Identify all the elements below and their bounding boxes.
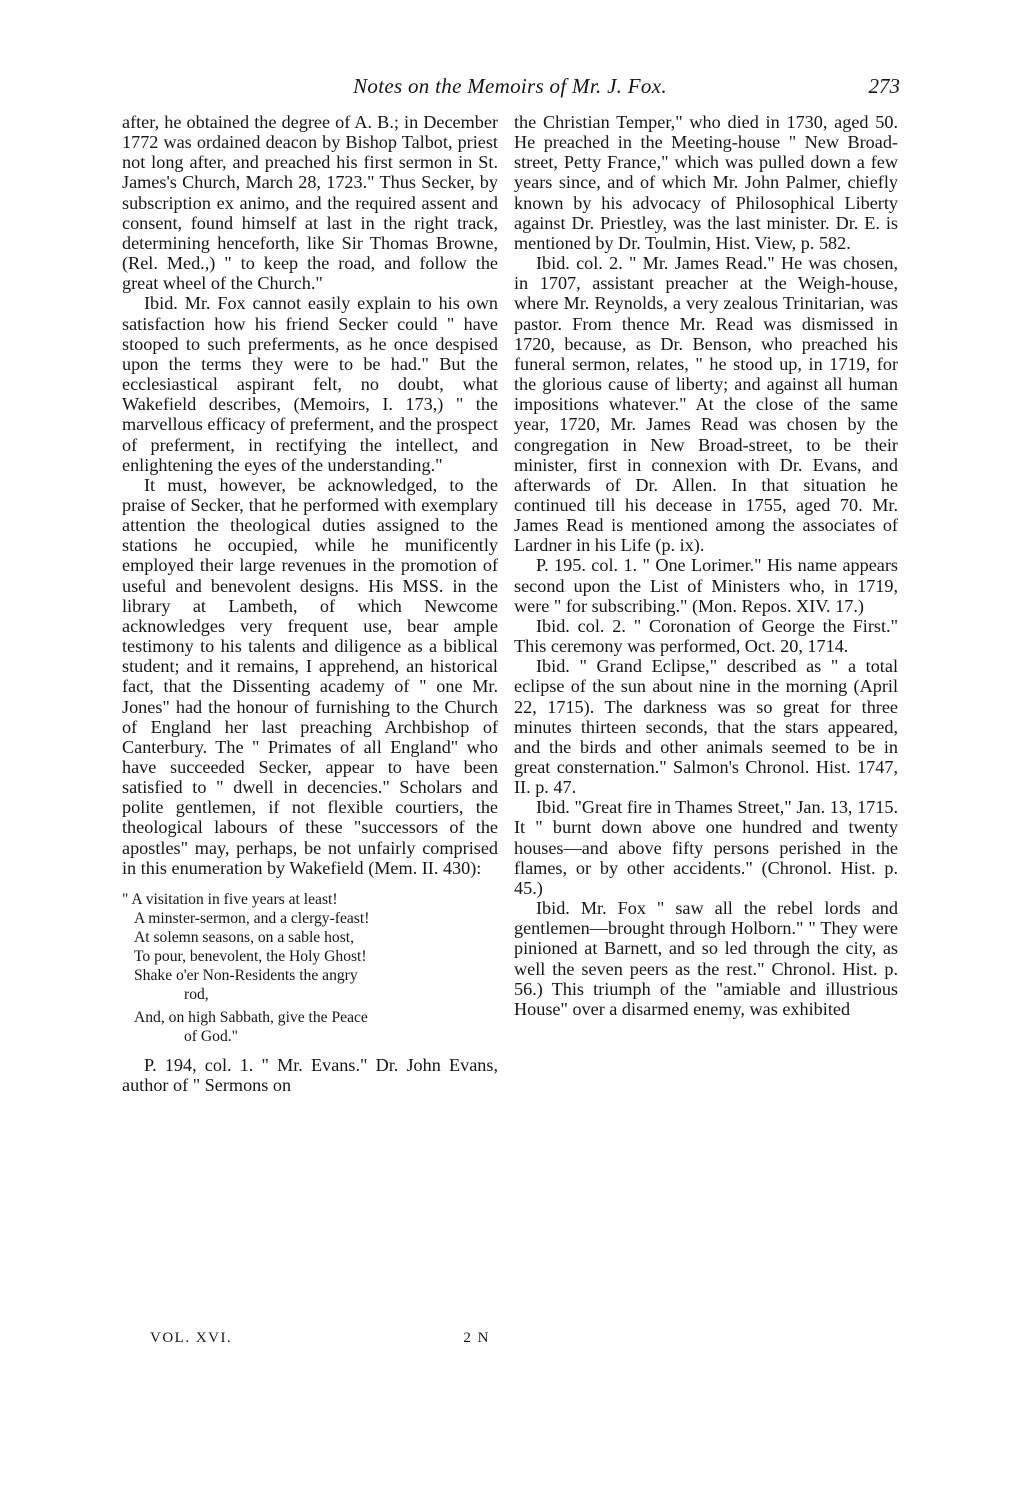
left-paragraph-2: Ibid. Mr. Fox cannot easily explain to his own satisfaction how his friend Secker could " have stooped to such preferments, as he once despised upon the terms they were to be had." But the ecclesiastical aspirant felt, no doubt, what Wakefield describes, (Memoirs, I. 173,) " the marvellous efficacy of preferment, and the prospect of preferment, in rectifying the intellect, and enlightening the eyes of the understanding.": [122, 293, 498, 475]
right-paragraph-1: the Christian Temper," who died in 1730, aged 50. He preached in the Meeting-house " New Broad-street, Petty France," which was pulled down a few years since, and of which Mr. John Palmer, chiefly known by his advocacy of Philosophical Liberty against Dr. Priestley, was the last minister. Dr. E. is mentioned by Dr. Toulmin, Hist. View, p. 582.: [514, 112, 898, 253]
running-title: Notes on the Memoirs of Mr. J. Fox.: [353, 74, 667, 98]
verse-line: And, on high Sabbath, give the Peace: [134, 1008, 368, 1026]
right-paragraph-5: Ibid. " Grand Eclipse," described as " a total eclipse of the sun about nine in the morning (April 22, 1715). The darkness was so great for three minutes thirteen seconds, that the stars appeared, and the birds and other animals seemed to be in great consternation." Salmon's Chronol. Hist. 1747, II. p. 47.: [514, 656, 898, 798]
verse-line: A minster-sermon, and a clergy-feast!: [134, 909, 370, 927]
left-paragraph-4: P. 194, col. 1. " Mr. Evans." Dr. John Evans, author of " Sermons on: [122, 1054, 498, 1096]
right-column: [514, 112, 898, 1019]
volume-label: VOL. XVI.: [150, 1330, 233, 1346]
page-header: [120, 74, 900, 108]
left-paragraph-1: after, he obtained the degree of A. B.; in December 1772 was ordained deacon by Bishop Talbot, priest not long after, and preached his first sermon in St. James's Church, March 28, 1723." Thus Secker, by subscription ex animo, and the required assent and consent, found himself at last in the right track, determining henceforth, like Sir Thomas Browne, (Rel. Med.,) " to keep the road, and follow the great wheel of the Church.": [122, 112, 498, 294]
verse-line: of God.": [184, 1027, 239, 1045]
right-paragraph-2: Ibid. col. 2. " Mr. James Read." He was chosen, in 1707, assistant preacher at the Weigh-house, where Mr. Reynolds, a very zealous Trinitarian, was pastor. From thence Mr. Read was dismissed in 1720, because, as Dr. Benson, who preached his funeral sermon, relates, " he stood up, in 1719, for the glorious cause of liberty; and against all human impositions whatever." At the close of the same year, 1720, Mr. James Read was chosen by the congregation in New Broad-street, to be their minister, first in connexion with Dr. Evans, and afterwards of Dr. Allen. In that situation he continued till his decease in 1755, aged 70. Mr. James Read is mentioned among the associates of Lardner in his Life (p. ix).: [514, 253, 898, 556]
verse-quotation: [122, 890, 498, 1046]
left-paragraph-3: It must, however, be acknowledged, to the praise of Secker, that he performed with exemplary attention the theological duties assigned to the stations he occupied, while he munificently employed their large revenues in the promotion of useful and benevolent designs. His MSS. in the library at Lambeth, of which Newcome acknowledges very frequent use, bear ample testimony to his talents and diligence as a biblical student; and it remains, I apprehend, an historical fact, that the Dissenting academy of " one Mr. Jones" had the honour of furnishing to the Church of England her last preaching Archbishop of Canterbury. The " Primates of all England" who have succeeded Secker, appear to have been satisfied to " dwell in decencies." Scholars and polite gentlemen, if not flexible courtiers, the theological labours of these "successors of the apostles" may, perhaps, be not unfairly comprised in this enumeration by Wakefield (Mem. II. 430):: [122, 474, 498, 878]
signature-mark: 2 N: [463, 1330, 490, 1346]
right-paragraph-4: Ibid. col. 2. " Coronation of George the First." This ceremony was performed, Oct. 20, 1714.: [514, 615, 898, 657]
verse-line: To pour, benevolent, the Holy Ghost!: [134, 947, 367, 965]
right-paragraph-7: Ibid. Mr. Fox " saw all the rebel lords and gentlemen—brought through Holborn." " They were pinioned at Barnett, and so led through the city, as well the seven peers as the rest." Chronol. Hist. p. 56.) This triumph of the "amiable and illustrious House" over a disarmed enemy, was exhibited: [514, 898, 898, 1019]
page-number: 273: [868, 74, 900, 98]
right-paragraph-3: P. 195. col. 1. " One Lorimer." His name appears second upon the List of Ministers who, in 1719, were " for subscribing." (Mon. Repos. XIV. 17.): [514, 555, 898, 616]
verse-line: rod,: [184, 985, 209, 1003]
page-footer: [150, 1330, 490, 1352]
verse-line: " A visitation in five years at least!: [122, 890, 338, 908]
left-column: [122, 112, 498, 1095]
right-paragraph-6: Ibid. "Great fire in Thames Street," Jan. 13, 1715. It " burnt down above one hundred and twenty houses—and above fifty persons perished in the flames, or by other accidents." (Chronol. Hist. p. 45.): [514, 797, 898, 898]
verse-line: At solemn seasons, on a sable host,: [134, 928, 355, 946]
verse-line: Shake o'er Non-Residents the angry: [134, 966, 358, 984]
